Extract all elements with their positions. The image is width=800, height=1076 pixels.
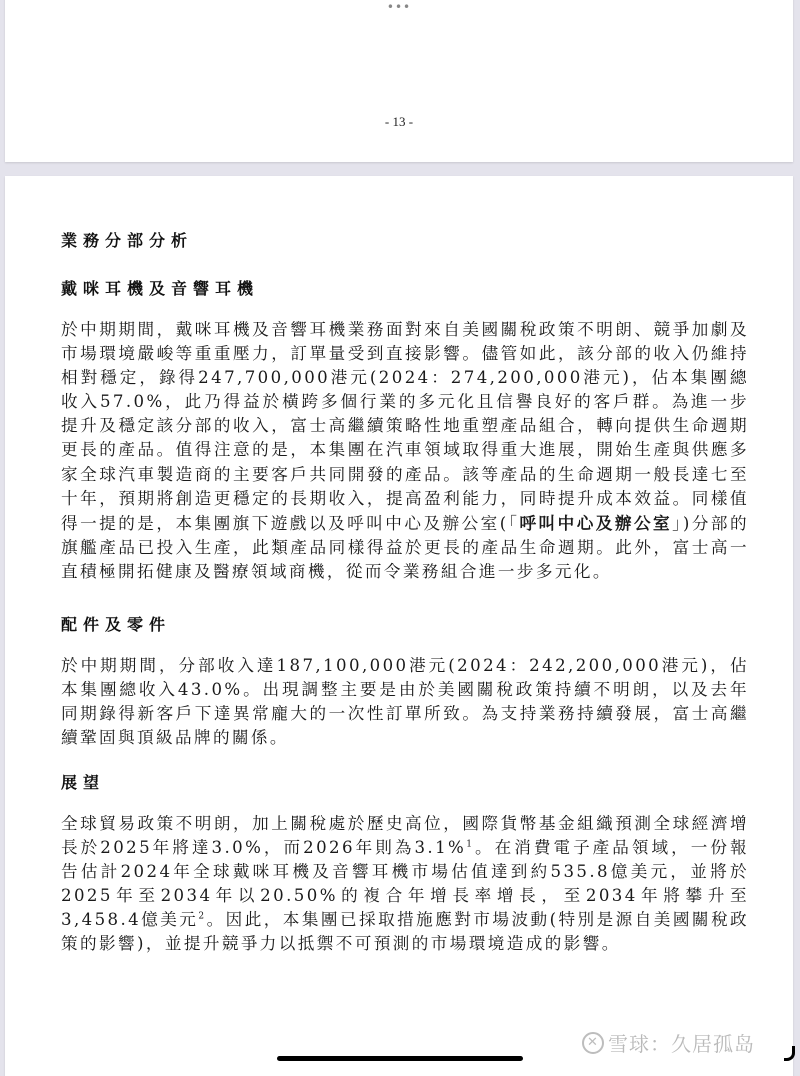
document-page [5, 176, 793, 1076]
paragraph-text: 。在消費電子產品領域，一份報告估計2024年全球戴咪耳機及音響耳機市場估值達到約535.8億美元，並將於2025年至2034年以20.50%的複合年增長率增長，至2034年將攀升至3,458.4億美元 [61, 838, 749, 930]
home-indicator[interactable] [277, 1056, 523, 1061]
snowball-logo-icon: ✕ [582, 1032, 604, 1054]
more-options-icon[interactable]: ••• [386, 0, 412, 14]
subsection-heading-headsets: 戴咪耳機及音響耳機 [61, 279, 260, 298]
paragraph-text: 全球貿易政策不明朗，加上關稅處於歷史高位，國際貨幣基金組織預測全球經濟增長於2025年將達3.0%，而2026年則為3.1% [61, 814, 749, 858]
subsection-heading-outlook: 展望 [61, 773, 106, 792]
paragraph-text: 於中期期間，戴咪耳機及音響耳機業務面對來自美國關稅政策不明朗、競爭加劇及市場環境嚴峻等重重壓力，訂單量受到直接影響。儘管如此，該分部的收入仍維持相對穩定，錄得247,700,000港元(2024：274,200,000港元)，佔本集團總收入57.0%，此乃得益於橫跨多個行業的多元化且信譽良好的客戶群。為進一步提升及穩定該分部的收入，富士高繼續策略性地重塑產品組合，轉向提供生命週期更長的產品。值得注意的是，本集團在汽車領域取得重大進展，開始生產與供應多家全球汽車製造商的主要客戶共同開發的產品。該等產品的生命週期一般長達七至十年，預期將創造更穩定的長期收入，提高盈利能力，同時提升成本效益。同樣值得一提的是，本集團旗下遊戲以及呼叫中心及辦公室(「 [61, 320, 749, 533]
paragraph-accessories: 於中期期間，分部收入達187,100,000港元(2024：242,200,000港元)，佔本集團總收入43.0%。出現調整主要是由於美國關稅政策持續不明朗，以及去年同期錄得新客戶下達異常龐大的一次性訂單所致。為支持業務持續發展，富士高繼續鞏固與頂級品牌的關係。 [61, 656, 749, 748]
subsection-heading-accessories: 配件及零件 [61, 615, 172, 634]
paragraph-text: 。因此，本集團已採取措施應對市場波動(特別是源自美國關稅政策的影響)，並提升競爭力以抵禦不可預測的市場環境造成的影響。 [61, 910, 749, 954]
paragraph-headsets [61, 318, 749, 584]
paragraph-outlook [61, 812, 749, 957]
section-title: 業務分部分析 [61, 231, 194, 250]
watermark [582, 1028, 755, 1057]
previous-page [5, 0, 793, 162]
footnote-marker: 2 [198, 911, 207, 922]
bold-term: 呼叫中心及辦公室 [519, 512, 673, 533]
watermark-text: 雪球：久居孤岛 [608, 1032, 755, 1056]
footnote-marker: 1 [466, 839, 475, 850]
paragraph-text: 」)分部的旗艦產品已投入生產，此類產品同樣得益於更長的產品生命週期。此外，富士高一直積極開拓健康及醫療領域商機，從而令業務組合進一步多元化。 [61, 513, 749, 581]
page-number: - 13 - [384, 114, 414, 129]
scroll-indicator-corner [784, 1046, 795, 1061]
